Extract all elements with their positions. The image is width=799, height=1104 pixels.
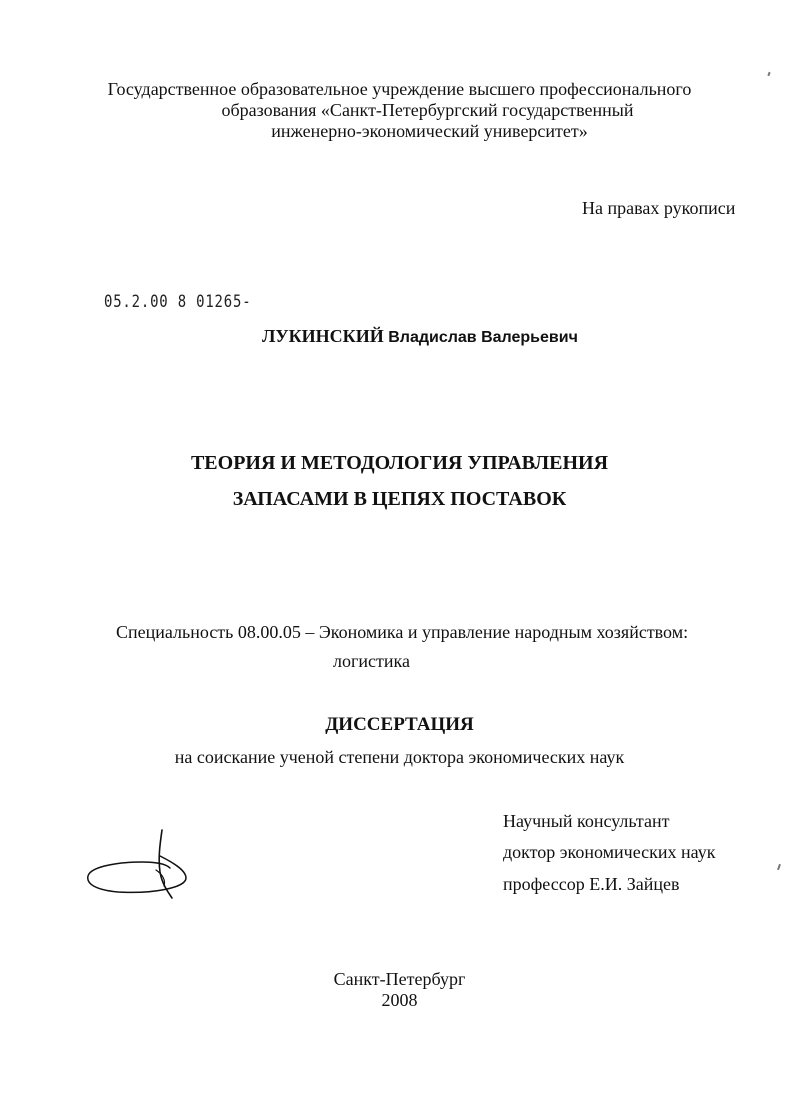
institution-line-2: образования «Санкт-Петербургский государственный <box>221 100 634 120</box>
advisor-name: профессор Е.И. Зайцев <box>503 874 680 894</box>
advisor-role: Научный консультант <box>503 811 670 831</box>
author-surname: ЛУКИНСКИЙ <box>262 326 384 346</box>
scan-speck <box>777 864 781 870</box>
place: Санкт-Петербург <box>333 969 466 989</box>
degree-sought: на соискание ученой степени доктора экономических наук <box>174 747 625 767</box>
author-given-names: Владислав Валерьевич <box>388 329 578 346</box>
specialty-line-2: логистика <box>333 651 410 671</box>
signature-mark <box>82 826 194 906</box>
institution-line-1: Государственное образовательное учреждение высшего профессионального <box>107 79 692 99</box>
manuscript-note: На правах рукописи <box>582 198 736 218</box>
specialty-line-1: Специальность 08.00.05 – Экономика и управление народным хозяйством: <box>116 622 689 642</box>
advisor-degree: доктор экономических наук <box>503 842 716 862</box>
dissertation-title-line-2: ЗАПАСАМИ В ЦЕПЯХ ПОСТАВОК <box>232 488 567 510</box>
author-name <box>262 325 578 349</box>
scan-speck <box>767 72 770 76</box>
document-type: ДИССЕРТАЦИЯ <box>325 714 474 735</box>
institution-line-3: инженерно-экономический университет» <box>271 121 588 141</box>
year: 2008 <box>381 990 418 1010</box>
library-code: 05.2.00 8 01265- <box>104 292 252 312</box>
dissertation-title-line-1: ТЕОРИЯ И МЕТОДОЛОГИЯ УПРАВЛЕНИЯ <box>190 452 609 474</box>
